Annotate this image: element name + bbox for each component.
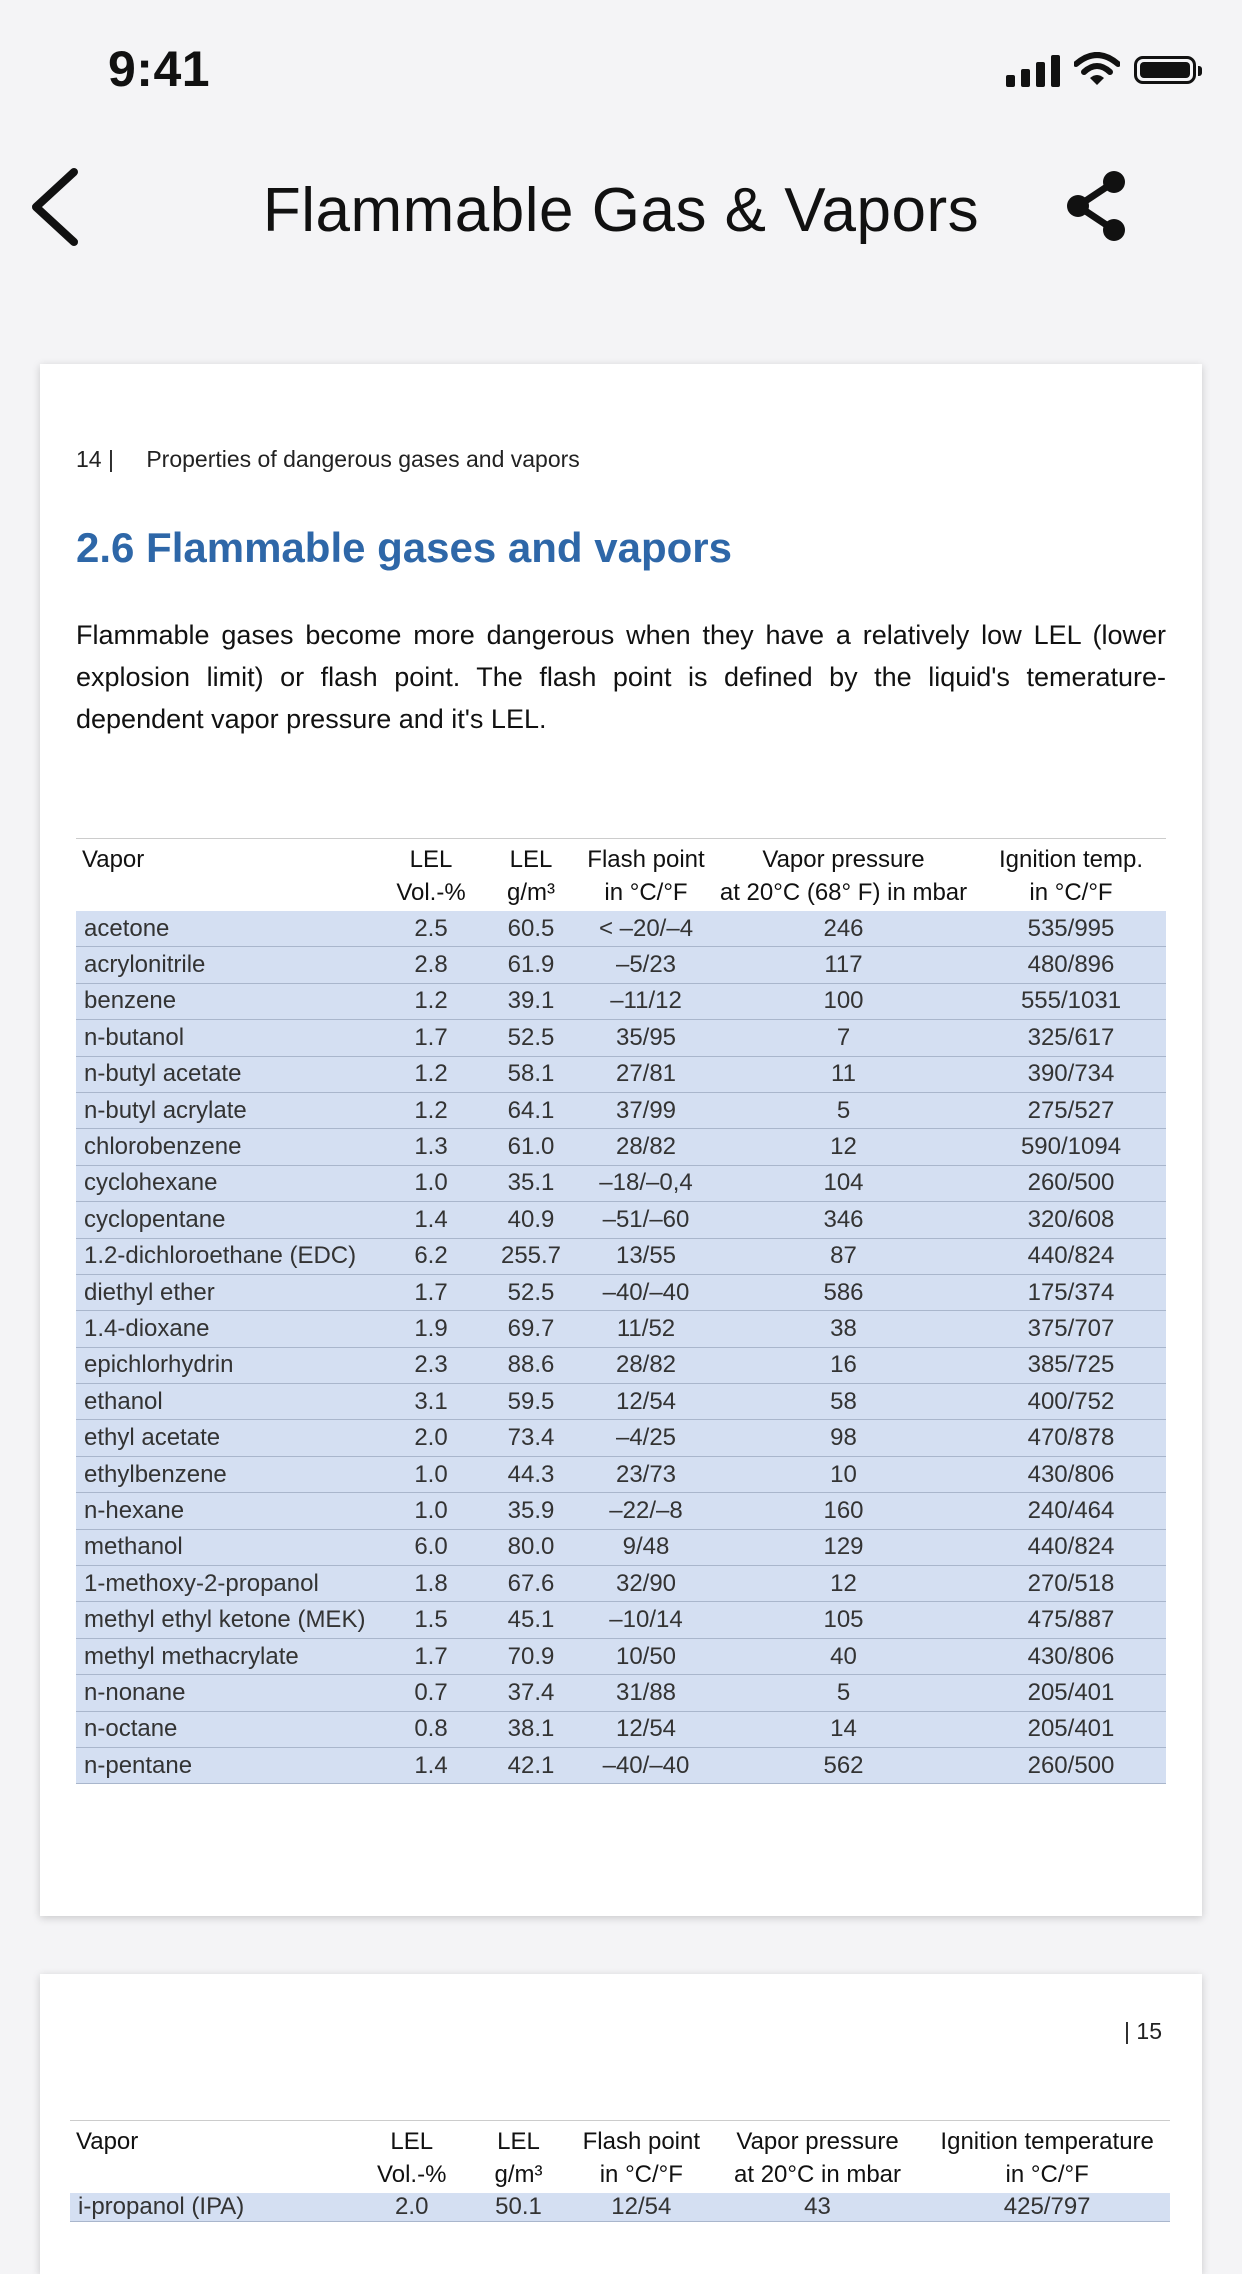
column-header-line: Ignition temp. — [998, 846, 1144, 873]
table-cell: n-nonane — [76, 1675, 381, 1711]
table-cell: n-hexane — [76, 1493, 381, 1529]
status-icons — [1006, 52, 1196, 88]
intro-paragraph: Flammable gases become more dangerous when they have a relatively low LEL (lower explosion limit) or flash point. The flash point is defined by the liquid's temerature-dependent vapor pressure and it's LEL. — [76, 620, 1166, 734]
table-cell: 430/806 — [976, 1638, 1166, 1674]
table-cell: 260/500 — [976, 1165, 1166, 1201]
table-cell: 35.1 — [481, 1165, 581, 1201]
column-header-line: Vol.-% — [377, 2161, 447, 2188]
table-cell: 12 — [711, 1129, 976, 1165]
document-page-15 — [40, 1974, 1202, 2274]
table-cell: 9/48 — [581, 1529, 711, 1565]
column-header — [581, 839, 711, 912]
table-cell: 52.5 — [481, 1020, 581, 1056]
column-header-line: in °C/°F — [599, 2161, 683, 2188]
column-header-line: Flash point — [582, 2128, 701, 2155]
table-cell: 28/82 — [581, 1129, 711, 1165]
column-header-line: g/m³ — [494, 2161, 543, 2188]
table-cell: 586 — [711, 1274, 976, 1310]
table-cell: 35.9 — [481, 1493, 581, 1529]
table-row — [76, 1529, 1166, 1565]
table-cell: 42.1 — [481, 1747, 581, 1783]
table-row — [76, 1675, 1166, 1711]
column-header-line: Ignition temperature — [940, 2128, 1154, 2155]
table-cell: 104 — [711, 1165, 976, 1201]
table-cell: 1.7 — [381, 1020, 481, 1056]
table-cell: n-octane — [76, 1711, 381, 1747]
nav-bar — [0, 140, 1242, 270]
table-cell: 70.9 — [481, 1638, 581, 1674]
document-page-14 — [40, 364, 1202, 1916]
column-header-line: g/m³ — [507, 879, 555, 906]
table-cell: 12 — [711, 1566, 976, 1602]
table-cell: 105 — [711, 1602, 976, 1638]
table-row — [76, 947, 1166, 983]
table-row — [76, 1129, 1166, 1165]
table-cell: 11 — [711, 1056, 976, 1092]
table-cell: 37/99 — [581, 1092, 711, 1128]
table-cell: 0.8 — [381, 1711, 481, 1747]
table-cell: –51/–60 — [581, 1202, 711, 1238]
table-cell: 1.9 — [381, 1311, 481, 1347]
table-cell: 32/90 — [581, 1566, 711, 1602]
table-cell: 6.0 — [381, 1529, 481, 1565]
table-cell: 1.2-dichloroethane (EDC) — [76, 1238, 381, 1274]
table-cell: 375/707 — [976, 1311, 1166, 1347]
table-row — [70, 2193, 1170, 2222]
table-cell: 1.4 — [381, 1747, 481, 1783]
table-row — [76, 1092, 1166, 1128]
table-cell: –10/14 — [581, 1602, 711, 1638]
table-cell: 5 — [711, 1092, 976, 1128]
table-cell: –40/–40 — [581, 1747, 711, 1783]
table-cell: 440/824 — [976, 1238, 1166, 1274]
column-header — [711, 2121, 925, 2194]
column-header-line: Flash point — [587, 846, 705, 873]
table-cell: benzene — [76, 983, 381, 1019]
table-cell: 12/54 — [581, 1384, 711, 1420]
table-cell: 117 — [711, 947, 976, 983]
table-cell: 246 — [711, 911, 976, 947]
column-header-line: in °C/°F — [604, 879, 688, 906]
table-row — [76, 1020, 1166, 1056]
column-header-line — [82, 876, 375, 909]
table-cell: 73.4 — [481, 1420, 581, 1456]
table-cell: 1.8 — [381, 1566, 481, 1602]
table-cell: 129 — [711, 1529, 976, 1565]
column-header — [70, 2121, 358, 2194]
column-header-line: LEL — [497, 2128, 540, 2155]
table-cell: 69.7 — [481, 1311, 581, 1347]
table-cell: 40.9 — [481, 1202, 581, 1238]
column-header-line: Vapor — [76, 2128, 139, 2155]
table-cell: 61.9 — [481, 947, 581, 983]
table-cell: 44.3 — [481, 1456, 581, 1492]
table-cell: 14 — [711, 1711, 976, 1747]
table-cell: 175/374 — [976, 1274, 1166, 1310]
table-cell: 2.0 — [381, 1420, 481, 1456]
table-cell: 38.1 — [481, 1711, 581, 1747]
table-cell: cyclopentane — [76, 1202, 381, 1238]
table-cell: 27/81 — [581, 1056, 711, 1092]
table-row — [76, 1602, 1166, 1638]
table-cell: 562 — [711, 1747, 976, 1783]
table-cell: 1.4 — [381, 1202, 481, 1238]
table-cell: 23/73 — [581, 1456, 711, 1492]
table-cell: 535/995 — [976, 911, 1166, 947]
table-cell: diethyl ether — [76, 1274, 381, 1310]
table-cell: 87 — [711, 1238, 976, 1274]
vapor-table — [76, 838, 1166, 1784]
table-cell: 80.0 — [481, 1529, 581, 1565]
vapor-table-continued — [70, 2120, 1170, 2222]
table-row — [76, 1384, 1166, 1420]
table-cell: 1.0 — [381, 1165, 481, 1201]
table-cell: 390/734 — [976, 1056, 1166, 1092]
table-cell: cyclohexane — [76, 1165, 381, 1201]
table-cell: 1.2 — [381, 1056, 481, 1092]
table-row — [76, 1165, 1166, 1201]
table-cell: 1.7 — [381, 1274, 481, 1310]
table-cell: 40 — [711, 1638, 976, 1674]
table-cell: 325/617 — [976, 1020, 1166, 1056]
cellular-signal-icon — [1006, 53, 1060, 87]
table-cell: 555/1031 — [976, 983, 1166, 1019]
table-cell: 6.2 — [381, 1238, 481, 1274]
table-cell: n-pentane — [76, 1747, 381, 1783]
column-header — [358, 2121, 465, 2194]
table-cell: 45.1 — [481, 1602, 581, 1638]
table-row — [76, 1747, 1166, 1783]
table-cell: 12/54 — [581, 1711, 711, 1747]
table-cell: 1.0 — [381, 1456, 481, 1492]
table-cell: 2.3 — [381, 1347, 481, 1383]
table-cell: 470/878 — [976, 1420, 1166, 1456]
column-header-line — [76, 2158, 352, 2191]
table-cell: 275/527 — [976, 1092, 1166, 1128]
table-cell: 2.0 — [358, 2193, 465, 2222]
table-cell: 425/797 — [924, 2193, 1170, 2222]
table-cell: methyl methacrylate — [76, 1638, 381, 1674]
table-row — [76, 1274, 1166, 1310]
table-cell: 475/887 — [976, 1602, 1166, 1638]
page-title: Flammable Gas & Vapors — [262, 176, 980, 245]
table-cell: 270/518 — [976, 1566, 1166, 1602]
table-row — [76, 1347, 1166, 1383]
table-cell: 10/50 — [581, 1638, 711, 1674]
table-cell: acetone — [76, 911, 381, 947]
table-cell: 320/608 — [976, 1202, 1166, 1238]
table-cell: –11/12 — [581, 983, 711, 1019]
table-cell: 5 — [711, 1675, 976, 1711]
wifi-icon — [1074, 52, 1120, 88]
table-cell: 385/725 — [976, 1347, 1166, 1383]
table-cell: 67.6 — [481, 1566, 581, 1602]
table-cell: 205/401 — [976, 1675, 1166, 1711]
table-cell: 1.5 — [381, 1602, 481, 1638]
table-cell: ethylbenzene — [76, 1456, 381, 1492]
table-cell: –40/–40 — [581, 1274, 711, 1310]
column-header-line: LEL — [409, 846, 453, 873]
table-cell: 37.4 — [481, 1675, 581, 1711]
table-cell: 39.1 — [481, 983, 581, 1019]
table-cell: 1.0 — [381, 1493, 481, 1529]
column-header-line: at 20°C (68° F) in mbar — [719, 879, 968, 906]
table-cell: 400/752 — [976, 1384, 1166, 1420]
table-cell: 38 — [711, 1311, 976, 1347]
table-cell: –22/–8 — [581, 1493, 711, 1529]
table-cell: methyl ethyl ketone (MEK) — [76, 1602, 381, 1638]
table-cell: 28/82 — [581, 1347, 711, 1383]
running-header — [76, 446, 580, 473]
table-cell: 2.8 — [381, 947, 481, 983]
table-cell: i-propanol (IPA) — [70, 2193, 358, 2222]
table-cell: 58.1 — [481, 1056, 581, 1092]
table-cell: 61.0 — [481, 1129, 581, 1165]
table-cell: 100 — [711, 983, 976, 1019]
table-cell: 98 — [711, 1420, 976, 1456]
table-cell: 240/464 — [976, 1493, 1166, 1529]
table-cell: n-butyl acetate — [76, 1056, 381, 1092]
table-cell: 58 — [711, 1384, 976, 1420]
table-cell: epichlorhydrin — [76, 1347, 381, 1383]
table-cell: chlorobenzene — [76, 1129, 381, 1165]
column-header — [465, 2121, 572, 2194]
table-cell: 50.1 — [465, 2193, 572, 2222]
table-cell: 480/896 — [976, 947, 1166, 983]
column-header-line: Vapor pressure — [736, 2128, 899, 2155]
table-cell: 88.6 — [481, 1347, 581, 1383]
share-icon — [1062, 168, 1134, 244]
table-header-row — [70, 2121, 1170, 2194]
table-cell: 0.7 — [381, 1675, 481, 1711]
table-cell: 160 — [711, 1493, 976, 1529]
table-cell: 1.4-dioxane — [76, 1311, 381, 1347]
column-header — [976, 839, 1166, 912]
table-cell: 255.7 — [481, 1238, 581, 1274]
table-row — [76, 1238, 1166, 1274]
table-cell: 590/1094 — [976, 1129, 1166, 1165]
table-cell: n-butanol — [76, 1020, 381, 1056]
table-row — [76, 983, 1166, 1019]
table-cell: 43 — [711, 2193, 925, 2222]
table-cell: 59.5 — [481, 1384, 581, 1420]
table-row — [76, 911, 1166, 947]
table-cell: 346 — [711, 1202, 976, 1238]
column-header-line: at 20°C in mbar — [734, 2161, 902, 2188]
table-row — [76, 1056, 1166, 1092]
column-header-line: LEL — [509, 846, 553, 873]
battery-icon — [1134, 56, 1196, 84]
table-cell: –4/25 — [581, 1420, 711, 1456]
section-title: 2.6 Flammable gases and vapors — [76, 524, 732, 571]
table-cell: 16 — [711, 1347, 976, 1383]
table-cell: 13/55 — [581, 1238, 711, 1274]
column-header-line: Vapor — [82, 846, 145, 873]
column-header-line: in °C/°F — [1029, 879, 1113, 906]
table-cell: 31/88 — [581, 1675, 711, 1711]
table-cell: 1.2 — [381, 983, 481, 1019]
table-cell: 1.7 — [381, 1638, 481, 1674]
table-cell: –18/–0,4 — [581, 1165, 711, 1201]
table-cell: 260/500 — [976, 1747, 1166, 1783]
table-cell: –5/23 — [581, 947, 711, 983]
column-header-line: LEL — [390, 2128, 434, 2155]
column-header — [481, 839, 581, 912]
table-row — [76, 1638, 1166, 1674]
column-header-line: in °C/°F — [1005, 2161, 1089, 2188]
table-cell: 1.3 — [381, 1129, 481, 1165]
table-cell: 35/95 — [581, 1020, 711, 1056]
table-cell: 52.5 — [481, 1274, 581, 1310]
table-cell: 2.5 — [381, 911, 481, 947]
table-cell: methanol — [76, 1529, 381, 1565]
page-number: | 15 — [1124, 2018, 1162, 2044]
table-row — [76, 1202, 1166, 1238]
column-header — [711, 839, 976, 912]
table-cell: 430/806 — [976, 1456, 1166, 1492]
table-cell: ethanol — [76, 1384, 381, 1420]
table-cell: 1.2 — [381, 1092, 481, 1128]
column-header — [572, 2121, 711, 2194]
table-cell: 10 — [711, 1456, 976, 1492]
table-cell: 3.1 — [381, 1384, 481, 1420]
page-number: 14 | — [76, 446, 114, 472]
column-header-line: Vapor pressure — [762, 846, 925, 873]
table-cell: < –20/–4 — [581, 911, 711, 947]
table-cell: 11/52 — [581, 1311, 711, 1347]
table-row — [76, 1420, 1166, 1456]
column-header — [381, 839, 481, 912]
table-cell: acrylonitrile — [76, 947, 381, 983]
table-row — [76, 1493, 1166, 1529]
table-cell: 7 — [711, 1020, 976, 1056]
table-row — [76, 1456, 1166, 1492]
table-cell: 60.5 — [481, 911, 581, 947]
table-cell: n-butyl acrylate — [76, 1092, 381, 1128]
share-button[interactable] — [1062, 168, 1134, 244]
column-header — [924, 2121, 1170, 2194]
table-row — [76, 1711, 1166, 1747]
table-cell: 205/401 — [976, 1711, 1166, 1747]
table-row — [76, 1311, 1166, 1347]
table-cell: 12/54 — [572, 2193, 711, 2222]
table-cell: 1-methoxy-2-propanol — [76, 1566, 381, 1602]
table-cell: 440/824 — [976, 1529, 1166, 1565]
status-bar — [0, 0, 1242, 130]
running-head-text: Properties of dangerous gases and vapors — [146, 446, 580, 472]
status-time: 9:41 — [108, 41, 211, 97]
column-header — [76, 839, 381, 912]
table-cell: ethyl acetate — [76, 1420, 381, 1456]
table-header-row — [76, 839, 1166, 912]
table-row — [76, 1566, 1166, 1602]
column-header-line: Vol.-% — [396, 879, 466, 906]
table-cell: 64.1 — [481, 1092, 581, 1128]
